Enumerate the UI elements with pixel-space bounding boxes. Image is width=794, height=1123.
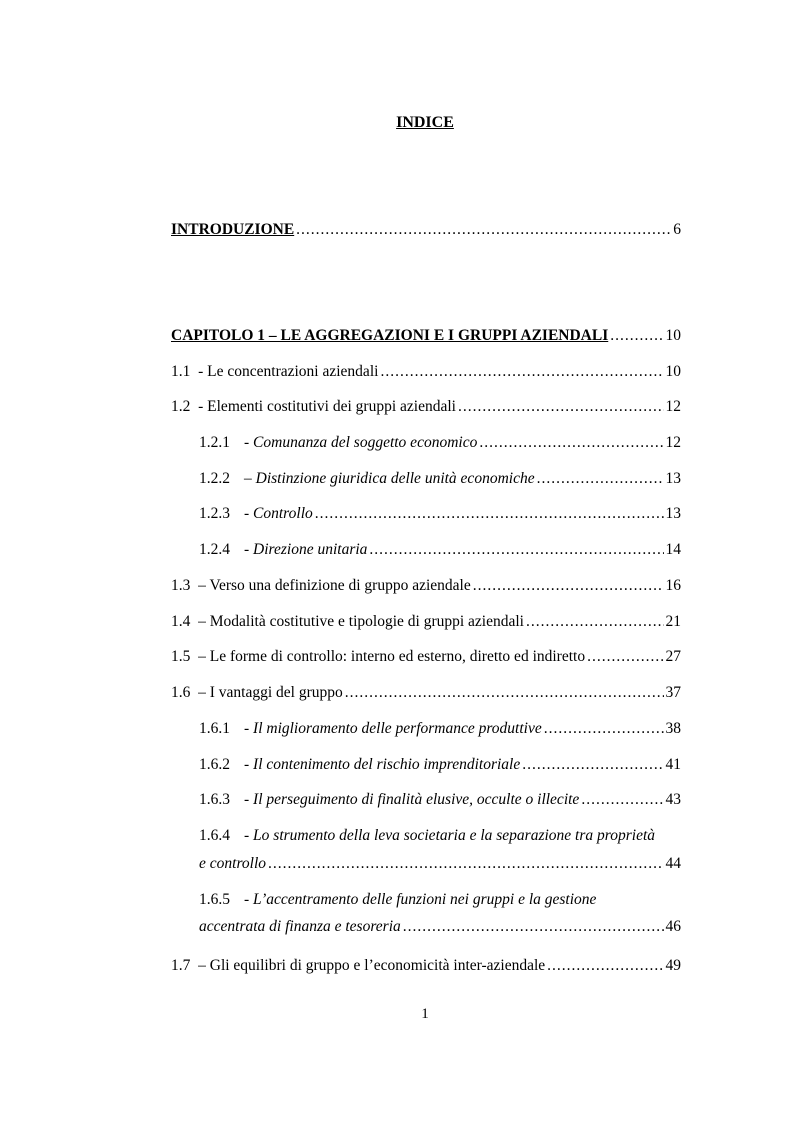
toc-page: 46 [665, 918, 681, 935]
toc-num: 1.2.4 [199, 541, 230, 558]
leader-dots [458, 398, 664, 416]
toc-entry-1-6 [171, 684, 681, 702]
toc-entry-1-2-3 [199, 505, 681, 523]
toc-label: – Distinzione giuridica delle unità economiche [244, 470, 535, 487]
toc-num: 1.2.1 [199, 434, 230, 451]
toc-page: 12 [665, 398, 681, 415]
page-number: 1 [421, 1006, 429, 1022]
toc-label: - L’accentramento delle funzioni nei gruppi e la gestione [244, 891, 597, 908]
toc-label: - Il contenimento del rischio imprenditoriale [244, 756, 521, 773]
toc-num: 1.6.2 [199, 756, 230, 773]
toc-page: 49 [665, 957, 681, 974]
toc-page: 13 [665, 505, 681, 522]
toc-entry-1-2 [171, 398, 681, 416]
leader-dots [473, 577, 664, 595]
leader-dots [581, 791, 663, 809]
toc-label: - Il perseguimento di finalità elusive, occulte o illecite [244, 791, 580, 808]
toc-page: 12 [665, 434, 681, 451]
toc-label: – I vantaggi del gruppo [198, 684, 343, 701]
toc-label: - Comunanza del soggetto economico [244, 434, 478, 451]
leader-dots [315, 505, 664, 523]
toc-page: 14 [665, 541, 681, 558]
toc-page: 13 [665, 470, 681, 487]
toc-entry-1-6-5 [199, 918, 681, 936]
toc-entry-1-4 [171, 613, 681, 631]
toc-num: 1.6.1 [199, 720, 230, 737]
toc-page: 21 [665, 613, 681, 630]
toc-page: 10 [665, 327, 681, 344]
toc-num: 1.4 [171, 613, 191, 630]
toc-entry-1-6-5-line1 [199, 891, 681, 909]
leader-dots [526, 613, 664, 631]
toc-entry-1-5 [171, 648, 681, 666]
toc-entry-1-2-2 [199, 470, 681, 488]
toc-label: - Elementi costitutivi dei gruppi aziendali [198, 398, 456, 415]
toc-num: 1.3 [171, 577, 191, 594]
toc-entry-capitolo-1 [171, 327, 681, 345]
toc-entry-1-3 [171, 577, 681, 595]
leader-dots [537, 470, 664, 488]
toc-entry-1-6-4-line1 [199, 827, 681, 845]
toc-num: 1.2.3 [199, 505, 230, 522]
toc-label: - Le concentrazioni aziendali [198, 363, 379, 380]
leader-dots [544, 720, 664, 738]
leader-dots [380, 363, 663, 381]
toc-page: 27 [665, 648, 681, 665]
toc-entry-introduzione [171, 221, 681, 239]
leader-dots [296, 221, 671, 239]
toc-num: 1.2 [171, 398, 191, 415]
toc-num: 1.6 [171, 684, 191, 701]
leader-dots [610, 327, 663, 345]
toc-num: 1.2.2 [199, 470, 230, 487]
toc-entry-1-7 [171, 957, 681, 975]
toc-num: 1.6.5 [199, 891, 230, 908]
toc-label: - Controllo [244, 505, 313, 522]
toc-label-cont: e controllo [199, 855, 267, 872]
toc-num: 1.6.4 [199, 827, 230, 844]
toc-entry-1-2-1 [199, 434, 681, 452]
leader-dots [587, 648, 663, 666]
toc-label-cont: accentrata di finanza e tesoreria [199, 918, 401, 935]
toc-num: 1.7 [171, 957, 191, 974]
toc-label: INTRODUZIONE [171, 221, 295, 238]
toc-entry-1-6-2 [199, 756, 681, 774]
leader-dots [403, 918, 664, 936]
toc-label: - Direzione unitaria [244, 541, 368, 558]
toc-label: – Le forme di controllo: interno ed esterno, diretto ed indiretto [198, 648, 586, 665]
toc-entry-1-6-1 [199, 720, 681, 738]
toc-num: 1.6.3 [199, 791, 230, 808]
toc-label: – Gli equilibri di gruppo e l’economicità inter-aziendale [198, 957, 546, 974]
toc-num: 1.1 [171, 363, 191, 380]
toc-label: – Verso una definizione di gruppo aziendale [198, 577, 471, 594]
toc-label: CAPITOLO 1 – LE AGGREGAZIONI E I GRUPPI AZIENDALI [171, 327, 609, 344]
toc-label: - Lo strumento della leva societaria e la separazione tra proprietà [244, 827, 655, 844]
toc-entry-1-6-4 [199, 855, 681, 873]
toc-label: – Modalità costitutive e tipologie di gruppi aziendali [198, 613, 524, 630]
toc-page: 44 [665, 855, 681, 872]
toc-num: 1.5 [171, 648, 191, 665]
index-title: INDICE [396, 114, 454, 131]
toc-page: 37 [665, 684, 681, 701]
toc-page: 41 [665, 756, 681, 773]
toc-page: 10 [665, 363, 681, 380]
leader-dots [522, 756, 663, 774]
toc-entry-1-2-4 [199, 541, 681, 559]
toc-page: 6 [673, 221, 681, 238]
leader-dots [547, 957, 663, 975]
toc-label: - Il miglioramento delle performance produttive [244, 720, 542, 737]
toc-page: 43 [665, 791, 681, 808]
leader-dots [345, 684, 664, 702]
toc-page: 16 [665, 577, 681, 594]
toc-page: 38 [665, 720, 681, 737]
leader-dots [369, 541, 663, 559]
leader-dots [479, 434, 663, 452]
toc-entry-1-6-3 [199, 791, 681, 809]
leader-dots [268, 855, 663, 873]
toc-entry-1-1 [171, 363, 681, 381]
